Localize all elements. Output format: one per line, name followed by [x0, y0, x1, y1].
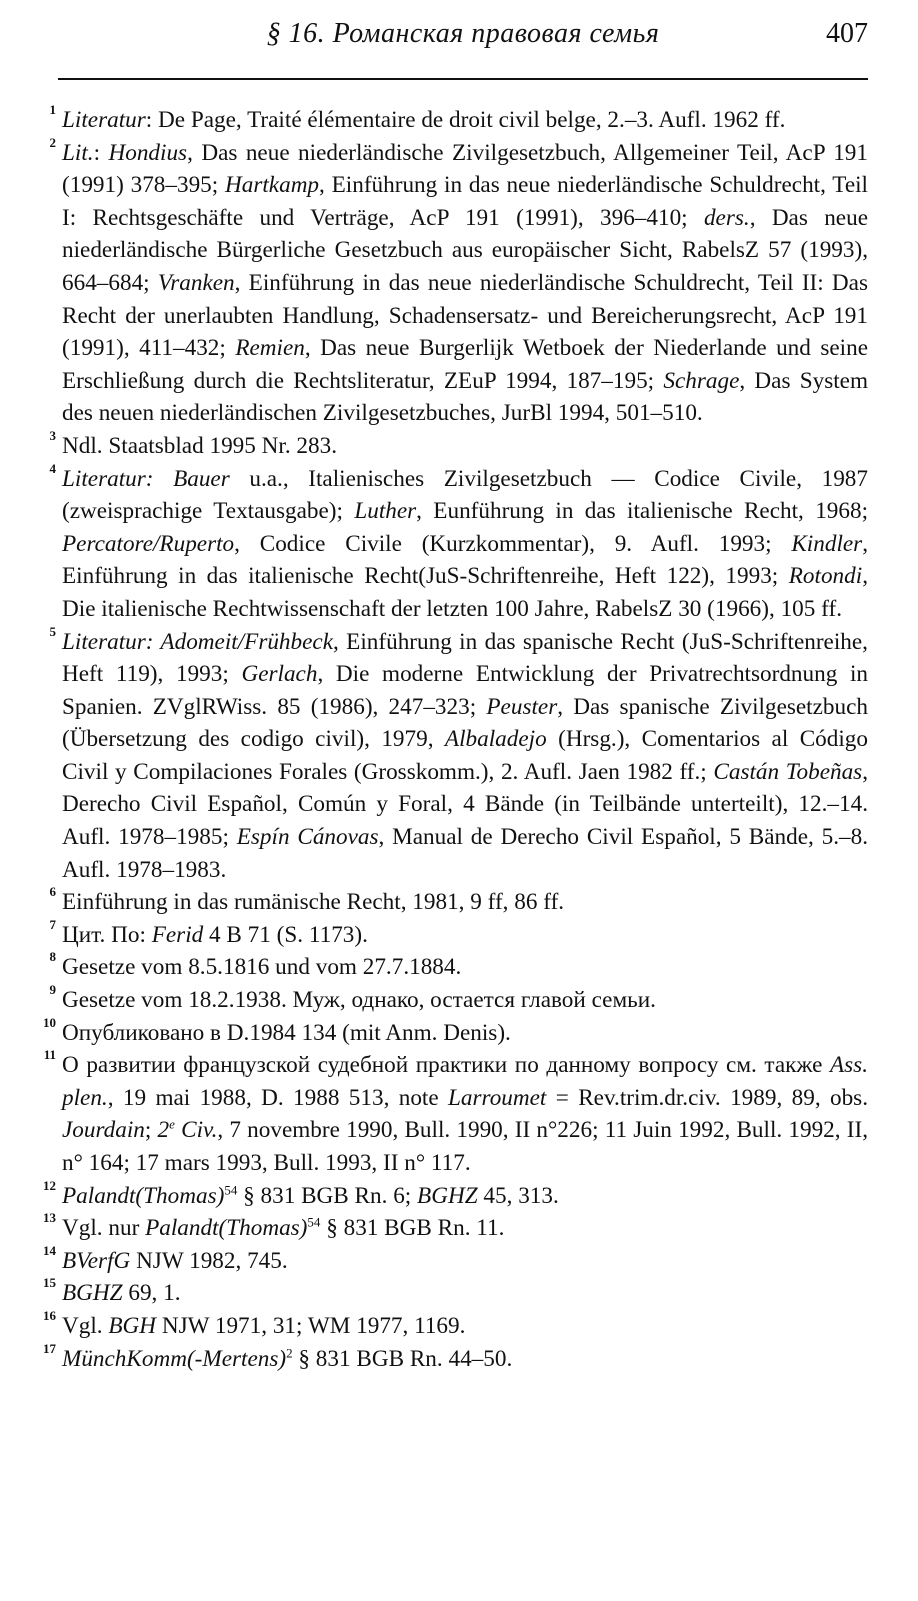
text-run: Vgl.: [62, 1312, 109, 1339]
italic-run: Vranken: [157, 269, 235, 296]
footnote-text: [62, 889, 564, 915]
italic-run: Literatur: Bauer: [62, 465, 230, 492]
italic-run: Jourdain: [62, 1117, 145, 1144]
text-run: § 831 BGB Rn. 6;: [237, 1182, 418, 1209]
footnote-number: 14: [43, 1242, 56, 1258]
italic-run: Luther: [354, 498, 417, 525]
italic-run: Kindler: [791, 530, 863, 557]
footnote-12: [26, 1177, 868, 1213]
text-run: , Das spanische Zivilgesetzbuch (Übersetzung des codigo civil), 1979,: [62, 693, 868, 753]
footnote-11: [26, 1049, 868, 1179]
italic-run: Palandt(Thomas): [145, 1215, 308, 1242]
footnote-15: [26, 1277, 868, 1310]
footnote-text: [62, 1215, 504, 1241]
footnote-text: [62, 1248, 288, 1274]
italic-run: BVerfG: [62, 1247, 131, 1274]
italic-run: Remien: [235, 335, 305, 362]
footnote-16: [26, 1307, 868, 1343]
footnote-number: 8: [49, 949, 56, 965]
text-run: NJW 1971, 31; WM 1977, 1169.: [156, 1312, 466, 1339]
italic-run: BGHZ: [62, 1280, 123, 1307]
text-run: 4 B 71 (S. 1173).: [203, 921, 368, 948]
footnote-1: [26, 104, 868, 137]
footnote-number: 4: [49, 460, 56, 476]
footnote-6: [26, 886, 868, 919]
italic-run: Lit.: [62, 139, 94, 166]
footnote-text: [62, 922, 368, 948]
footnote-number: 5: [49, 623, 56, 639]
running-head: [58, 18, 868, 58]
footnote-text: [62, 107, 785, 133]
text-run: , Codice Civile (Kurzkommentar), 9. Aufl. 1993;: [234, 530, 792, 557]
text-run: , Die italienische Rechtwissenschaft der letzten 100 Jahre, RabelsZ 30 (1966), 105 ff.: [62, 563, 868, 622]
text-run: :: [93, 139, 109, 166]
italic-run: Ferid: [151, 921, 204, 948]
text-run: , Das neue niederländische Bürgerliche Gesetzbuch aus europäischer Sicht, RabelsZ 57 (1993), 664–684;: [62, 204, 868, 296]
text-run: , 7 novembre 1990, Bull. 1990, II n°226; 11 Juin 1992, Bull. 1992, II, n° 164; 17 mars 1993, Bull. 1993, II n° 117.: [62, 1117, 869, 1176]
text-run: , Eunführung in das italienische Recht, 1968;: [416, 498, 869, 525]
italic-run: Albaladejo: [444, 726, 547, 753]
text-run: , Einführung in das neue niederländische Schuldrecht, Teil I: Rechtsgeschäfte und Verträge, AcP 191 (1991), 396–410;: [62, 172, 868, 231]
footnote-number: 13: [43, 1210, 56, 1226]
italic-run: Larroumet: [448, 1084, 547, 1111]
footnote-number: 7: [49, 916, 56, 932]
italic-run: Castán Tobeñas: [713, 758, 863, 785]
text-run: 45, 313.: [477, 1182, 559, 1209]
text-run: § 831 BGB Rn. 11.: [320, 1215, 505, 1242]
footnote-number: 12: [43, 1177, 56, 1193]
footnote-7: [26, 916, 868, 952]
footnote-number: 6: [49, 884, 56, 900]
footnotes: [26, 104, 868, 1375]
footnote-text: [62, 466, 868, 622]
footnote-number: 17: [43, 1340, 56, 1356]
text-run: , 19 mai 1988, D. 1988 513, note: [107, 1084, 449, 1111]
footnote-number: 9: [49, 982, 56, 998]
footnote-text: [62, 629, 868, 883]
text-run: , Das System des neuen niederländischen Zivilgesetzbuches, JurBl 1994, 501–510.: [62, 367, 869, 427]
text-run: § 831 BGB Rn. 44–50.: [292, 1345, 513, 1372]
footnote-17: [26, 1340, 868, 1376]
italic-run: Hondius: [108, 139, 188, 166]
italic-run: Ass. plen.: [62, 1052, 868, 1111]
footnote-5: [26, 623, 868, 887]
footnote-number: 3: [49, 427, 56, 443]
superscript: 54: [307, 1214, 321, 1230]
text-run: , Derecho Civil Español, Común y Foral, 4 Bände (in Teilbände unterteilt), 12.–14. Aufl. 1978–1985;: [62, 758, 868, 851]
footnote-14: [26, 1242, 868, 1278]
text-run: NJW 1982, 745.: [130, 1247, 288, 1274]
text-run: О развитии французской судебной практики по данному вопросу см. также: [62, 1052, 830, 1079]
footnote-3: [26, 427, 868, 463]
text-run: 69, 1.: [122, 1280, 181, 1307]
text-run: , Das neue Burgerlijk Wetboek der Niederlande und seine Erschließung durch die Rechtsliteratur, ZEuP 1994, 187–195;: [62, 335, 868, 394]
footnote-text: [62, 1020, 511, 1046]
italic-run: Palandt(Thomas): [62, 1182, 225, 1209]
footnote-9: [26, 984, 868, 1017]
footnote-text: [62, 1313, 465, 1339]
footnote-text: [62, 1052, 868, 1176]
italic-run: Civ.: [174, 1117, 218, 1144]
footnote-text: [62, 954, 461, 980]
page-number: 407: [826, 18, 868, 49]
text-run: u.a., Italienisches Zivilgesetzbuch — Codice Civile, 1987 (zweisprachige Textausgabe);: [62, 465, 868, 525]
text-run: , Einführung in das italienische Recht(JuS-Schriftenreihe, Heft 122), 1993;: [62, 530, 868, 590]
italic-run: Peuster: [486, 693, 558, 720]
footnote-2: [26, 134, 869, 430]
text-run: = Rev.trim.dr.civ. 1989, 89, obs.: [546, 1084, 868, 1111]
footnote-text: [62, 1280, 181, 1306]
text-run: Gesetze vom 18.2.1938. Муж, однако, остается главой семьи.: [62, 987, 656, 1014]
text-run: Ndl. Staatsblad 1995 Nr. 283.: [62, 432, 338, 459]
italic-run: Percatore/Ruperto: [62, 530, 235, 557]
footnote-4: [26, 460, 869, 626]
text-run: , Die moderne Entwicklung der Privatrechtsordnung in Spanien. ZVglRWiss. 85 (1986), 247–323;: [62, 661, 868, 720]
italic-run: Hartkamp: [225, 172, 320, 199]
text-run: ;: [144, 1117, 158, 1144]
italic-run: Schrage: [663, 367, 740, 394]
superscript: e: [169, 1116, 175, 1132]
footnote-number: 2: [49, 134, 56, 150]
text-run: Gesetze vom 8.5.1816 und vom 27.7.1884.: [62, 954, 462, 981]
text-run: (Hrsg.), Comentarios al Código Civil y Compilaciones Forales (Grosskomm.), 2. Aufl. Jaen 1982 ff.;: [62, 726, 868, 785]
italic-run: ders.: [703, 204, 750, 231]
footnote-number: 10: [43, 1014, 56, 1030]
italic-run: Literatur: Adomeit/Frühbeck: [62, 628, 333, 655]
running-title: § 16. Романская правовая семья: [266, 18, 660, 49]
text-run: Цит. По:: [62, 921, 152, 948]
italic-run: BGH: [108, 1312, 157, 1339]
superscript: 54: [224, 1181, 238, 1197]
text-run: , Einführung in das spanische Recht (JuS-Schriftenreihe, Heft 119), 1993;: [62, 628, 868, 688]
footnote-text: [62, 987, 656, 1013]
footnote-text: [62, 140, 868, 427]
italic-run: BGHZ: [417, 1182, 478, 1209]
italic-run: Rotondi: [788, 563, 863, 590]
footnote-text: [62, 433, 337, 459]
text-run: : De Page, Traité élémentaire de droit civil belge, 2.–3. Aufl. 1962 ff.: [145, 107, 786, 133]
footnote-number: 15: [43, 1275, 56, 1291]
footnote-10: [26, 1014, 868, 1050]
superscript: 2: [286, 1344, 293, 1360]
italic-run: 2: [157, 1117, 170, 1144]
footnote-number: 16: [43, 1307, 56, 1323]
italic-run: Gerlach: [241, 661, 318, 688]
footnote-text: [62, 1346, 512, 1372]
text-run: , Einführung in das neue niederländische Schuldrecht, Teil II: Das Recht der unerlaubten Handlung, Schadensersatz- und Bereicherungsrecht, AcP 191 (1991), 411–432;: [62, 269, 868, 362]
italic-run: Literatur: [62, 107, 146, 133]
text-run: Vgl. nur: [62, 1215, 146, 1242]
text-run: Einführung in das rumänische Recht, 1981, 9 ff, 86 ff.: [62, 889, 565, 916]
footnote-8: [26, 951, 868, 984]
footnote-number: 11: [43, 1047, 56, 1063]
italic-run: MünchKomm(-Mertens): [62, 1345, 287, 1372]
text-run: , Manual de Derecho Civil Español, 5 Bände, 5.–8. Aufl. 1978–1983.: [62, 824, 868, 883]
text-run: Опубликовано в D.1984 134 (mit Anm. Denis).: [62, 1019, 511, 1046]
footnote-text: [62, 1183, 559, 1209]
footnote-13: [26, 1212, 868, 1245]
italic-run: Espín Cánovas: [236, 824, 379, 851]
header-rule: [58, 78, 868, 80]
footnote-number: 1: [49, 102, 56, 117]
text-run: , Das neue niederländische Zivilgesetzbuch, Allgemeiner Teil, AcP 191 (1991) 378–395;: [62, 139, 868, 199]
